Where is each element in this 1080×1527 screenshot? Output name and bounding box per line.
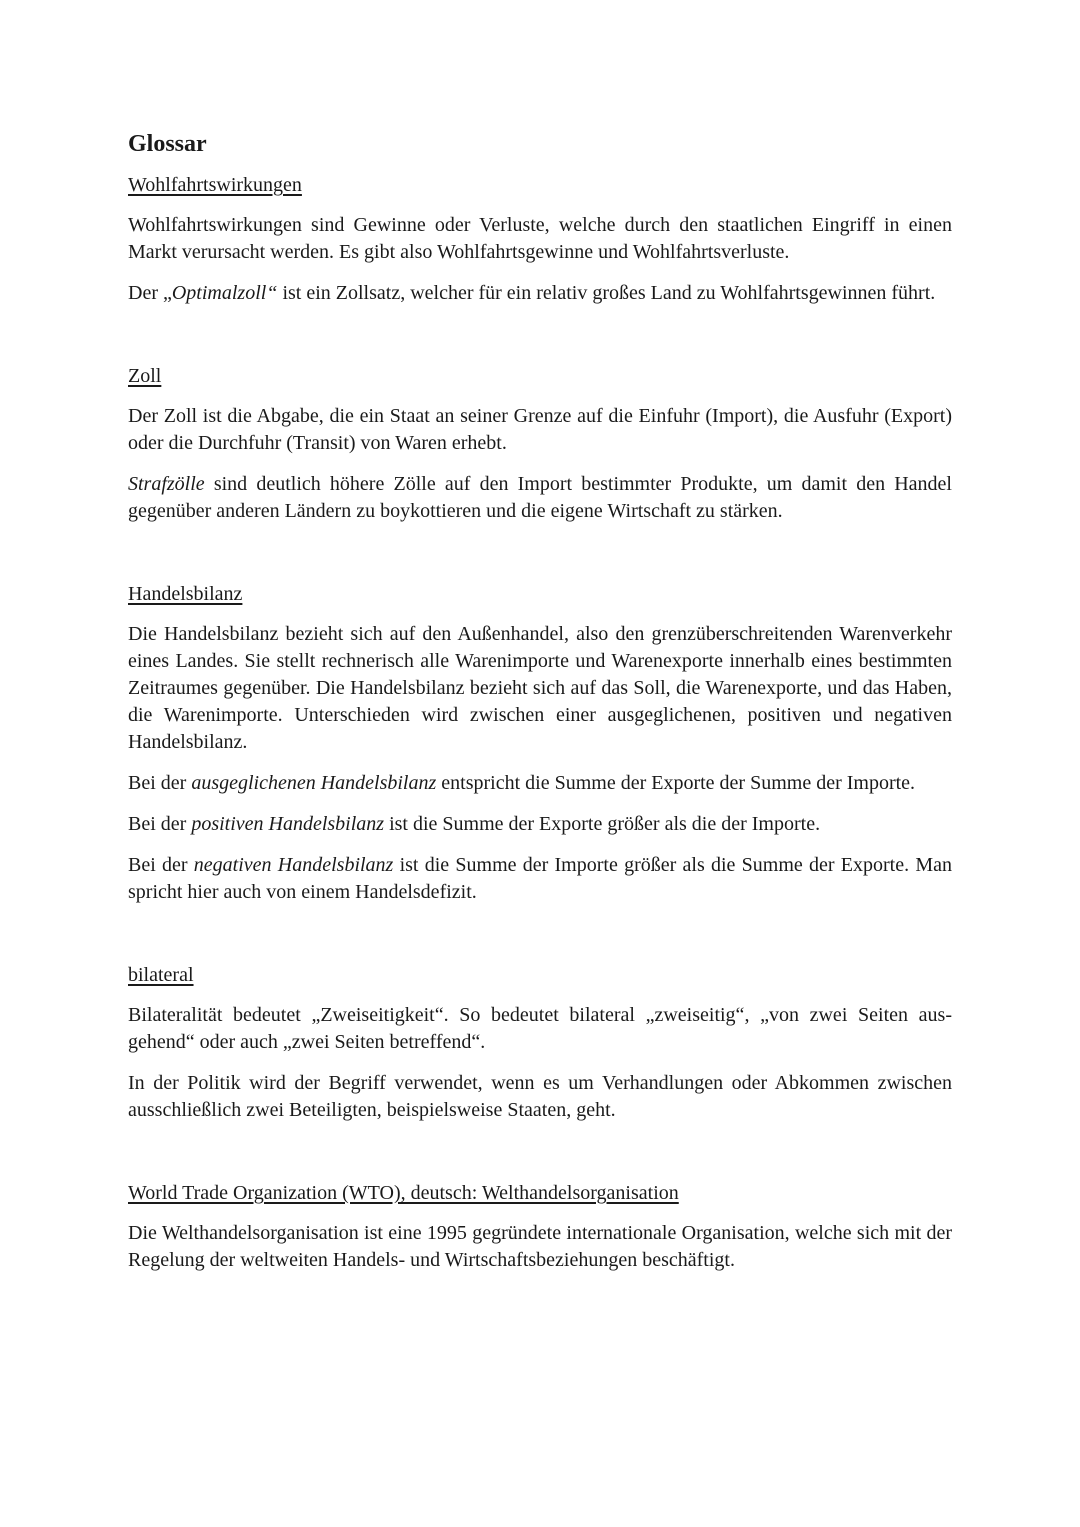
glossary-entry-zoll <box>128 363 952 525</box>
glossary-paragraph: Die Welthandelsorganisation ist eine 1995 gegründete internationale Organisation, welche sich mit der Regelung der weltweiten Handels- und Wirtschaftsbeziehungen beschäftigt. <box>128 1222 952 1271</box>
glossary-entry-bilateral <box>128 962 952 1124</box>
glossary-entry-wohlfahrtswirkungen <box>128 172 952 307</box>
glossary-entry-wto <box>128 1180 952 1274</box>
glossary-term: bilateral <box>128 964 194 986</box>
page-title: Glossar <box>128 131 207 157</box>
document-page <box>128 128 952 1288</box>
glossary-paragraph: Bei der negativen Handelsbilanz ist die Summe der Importe größer als die Summe der Exporte. Man spricht hier auch von einem Handelsdefizit. <box>128 854 952 903</box>
glossary-paragraph: Die Handelsbilanz bezieht sich auf den Außenhandel, also den grenzüberschreitenden Warenverkehr eines Landes. Sie stellt rechnerisch alle Warenimporte und Warenexporte innerhalb eines bestimmten Zeitraumes gegenüber. Die Handelsbilanz bezieht sich auf das Soll, die Warenexporte, und das Haben, die Warenimporte. Unterschieden wird zwischen einer ausgeglichenen, positiven und negativen Handelsbilanz. <box>128 623 952 753</box>
glossary-paragraph: Der „Optimalzoll“ ist ein Zollsatz, welcher für ein relativ großes Land zu Wohlfahrtsgewinnen führt. <box>128 282 936 304</box>
glossary-paragraph: In der Politik wird der Begriff verwendet, wenn es um Verhandlungen oder Abkommen zwischen ausschließlich zwei Beteiligten, beispielsweise Staaten, geht. <box>128 1072 952 1121</box>
glossary-term: Handelsbilanz <box>128 583 243 605</box>
glossary-term: World Trade Organization (WTO), deutsch: Welthandelsorganisation <box>128 1182 679 1204</box>
glossary-entry-handelsbilanz <box>128 581 952 906</box>
glossary-paragraph: Bilateralität bedeutet „Zweiseitigkeit“. So bedeutet bilateral „zweiseitig“, „von zwei Seiten ausgehend“ oder auch „zwei Seiten betreffend“. <box>128 1004 952 1053</box>
glossary-term: Zoll <box>128 365 162 387</box>
glossary-paragraph: Bei der ausgeglichenen Handelsbilanz entspricht die Summe der Exporte der Summe der Importe. <box>128 772 916 794</box>
glossary-paragraph: Bei der positiven Handelsbilanz ist die Summe der Exporte größer als die der Importe. <box>128 813 821 835</box>
glossary-paragraph: Strafzölle sind deutlich höhere Zölle auf den Import bestimmter Produkte, um damit den Handel gegenüber anderen Ländern zu boykottieren und die eigene Wirtschaft zu stärken. <box>128 473 952 522</box>
glossary-term: Wohlfahrtswirkungen <box>128 174 302 196</box>
glossary-paragraph: Der Zoll ist die Abgabe, die ein Staat an seiner Grenze auf die Einfuhr (Import), die Ausfuhr (Export) oder die Durchfuhr (Transit) von Waren erhebt. <box>128 405 952 454</box>
glossary-paragraph: Wohlfahrtswirkungen sind Gewinne oder Verluste, welche durch den staatlichen Eingriff in einen Markt verursacht werden. Es gibt also Wohlfahrtsgewinne und Wohlfahrtsverluste. <box>128 214 952 263</box>
